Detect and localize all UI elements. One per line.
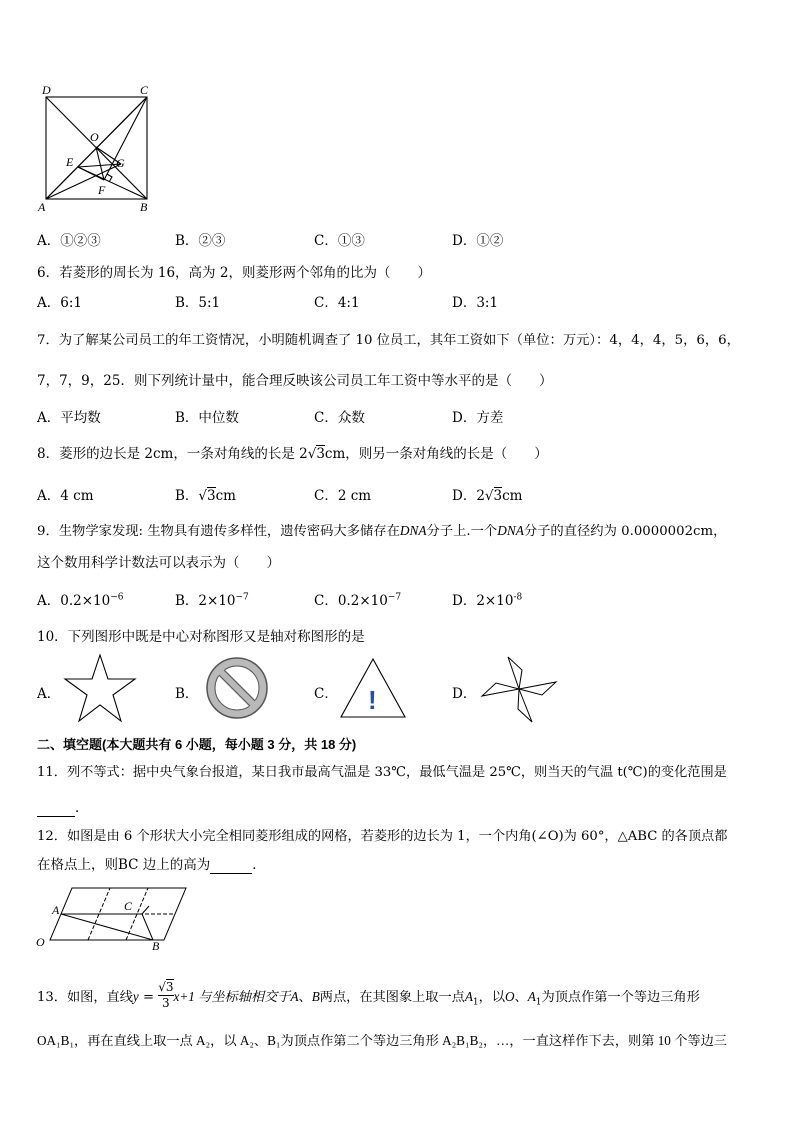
q8-option-d-label: D．2: [452, 488, 485, 504]
label-B: B: [152, 939, 160, 952]
q13-point-A: A: [290, 989, 299, 1004]
label-O: O: [90, 130, 99, 144]
q13-text-a: 13．如图，直线: [37, 990, 133, 1005]
label-G: G: [116, 156, 125, 170]
q10-option-a-label: A．: [37, 686, 61, 702]
pinwheel-icon: [478, 652, 560, 726]
q9-question-line1: [37, 520, 726, 539]
warning-triangle-icon: [338, 656, 408, 720]
q13-sub1: 1: [472, 997, 479, 1008]
rhombus-grid-diagram: [34, 876, 194, 952]
q13-point-A1: A: [464, 989, 473, 1004]
q7-question-line2: 7，7，9，25．则下列统计量中，能合理反映该公司员工年工资中等水平的是（ ）: [37, 373, 553, 389]
q9-question-line2: 这个数用科学计数法可以表示为（ ）: [37, 555, 280, 571]
label-O: O: [36, 935, 45, 949]
q11-blank: [37, 800, 75, 817]
section-2-heading: 二、填空题(本大题共有 6 小题，每小题 3 分，共 18 分): [37, 737, 357, 752]
label-A: A: [38, 200, 46, 214]
q13-point-A1b: A: [527, 989, 536, 1004]
q7-option-c: C．众数: [314, 410, 365, 426]
q5-option-a: A．①②③: [37, 233, 101, 249]
label-F: F: [98, 183, 106, 197]
q6-question: 6．若菱形的周长为 16，高为 2，则菱形两个邻角的比为（ ）: [37, 265, 431, 281]
q8-text-a: 8．菱形的边长是 2cm，一条对角线的长是 2: [37, 446, 308, 462]
q5-option-d: D．①②: [452, 233, 504, 249]
q8-option-b-unit: cm: [215, 488, 236, 504]
sqrt-icon: √: [198, 488, 208, 504]
q13-text-d: ，以: [478, 990, 506, 1005]
q13-equals: =: [138, 990, 159, 1005]
q12-period: ．: [252, 857, 266, 873]
sqrt-icon: √: [158, 980, 166, 994]
label-B: B: [140, 200, 148, 214]
q13-point-B: B: [311, 989, 320, 1004]
q7-option-d: D．方差: [452, 410, 504, 426]
label-C: C: [124, 899, 133, 913]
q8-sqrt-arg: 3: [316, 446, 325, 462]
label-D: D: [42, 84, 51, 97]
q10-option-d-label: D．: [452, 686, 477, 702]
q13-sep2: 、: [514, 990, 528, 1005]
q10-option-c-label: C．: [314, 686, 338, 702]
q11-period: ．: [75, 800, 89, 816]
q13-question-line1: [37, 982, 700, 1013]
q12-question-line1: 12．如图是由 6 个形状大小完全相同菱形组成的网格，若菱形的边长为 1，一个内角(∠O)为 60°，△ABC 的各顶点都: [37, 829, 728, 844]
q8-option-b-label: B．: [175, 488, 199, 504]
square-diagram: [36, 84, 156, 216]
star-icon: [62, 652, 138, 724]
q13-question-line2: OA₁B₁，再在直线上取一点 A₂，以 A₂、B₁为顶点作第二个等边三角形 A₂B₁B₂，…，一直这样作下去，则第 10 个等边三: [37, 1033, 727, 1048]
q8-option-d-sqrt: 3: [493, 488, 503, 504]
q13-text-e: 为顶点作第一个等边三角形: [541, 990, 700, 1005]
q9-dna-2: DNA: [497, 523, 524, 538]
q13-point-O: O: [505, 989, 515, 1004]
q6-option-b: B．5:1: [175, 295, 221, 311]
q13-var-y: y: [132, 989, 139, 1004]
q7-question-line1: 7．为了解某公司员工的年工资情况，小明随机调查了 10 位员工，其年工资如下（单位：万元）：4，4，4，5，6，6，: [37, 333, 740, 348]
q13-frac-num: 3: [165, 980, 174, 994]
q5-option-c: C．①③: [314, 233, 365, 249]
q9-text-c: 分子的直径约为 0.0000002cm，: [523, 524, 727, 539]
q13-sep: 、: [298, 990, 312, 1005]
q8-option-d-unit: cm: [502, 488, 523, 504]
q8-option-a: A．4 cm: [37, 488, 94, 504]
label-C: C: [140, 84, 149, 97]
q10-option-b-label: B．: [175, 686, 199, 702]
q13-text-c: 两点，在其图象上取一点: [319, 990, 465, 1005]
q13-sub1b: 1: [535, 997, 542, 1008]
q12-blank: [210, 857, 252, 874]
q7-option-b: B．中位数: [175, 410, 239, 426]
q13-fraction: [158, 980, 173, 1011]
q6-option-c: C．4:1: [314, 295, 360, 311]
q8-option-b: [175, 484, 236, 504]
q8-option-d: [452, 484, 523, 504]
q8-text-b: cm，则另一条对角线的长是（ ）: [324, 446, 548, 462]
q9-option-b: B．$2\times 10^{-7}$: [175, 592, 249, 609]
q9-text-a: 9．生物学家发现: 生物具有遗传多样性，遗传密码大多储存在: [37, 524, 400, 539]
label-E: E: [66, 155, 74, 169]
q10-question: 10．下列图形中既是中心对称图形又是轴对称图形的是: [37, 629, 365, 645]
sqrt-icon: √: [307, 446, 317, 462]
q9-text-b: 分子上.一个: [426, 524, 498, 539]
q8-option-c: C．2 cm: [314, 488, 372, 504]
q6-option-a: A．6:1: [37, 295, 82, 311]
q9-option-c: C．$0.2\times 10^{-7}$: [314, 592, 402, 609]
q12-text: 在格点上，则BC 边上的高为: [37, 857, 211, 873]
warning-mark: !: [368, 685, 377, 715]
q9-dna-1: DNA: [399, 523, 427, 538]
q13-frac-den: 3: [162, 996, 170, 1010]
q12-question-line2: [37, 853, 266, 874]
q5-option-b: B．②③: [175, 233, 226, 249]
q8-option-b-sqrt: 3: [207, 488, 216, 504]
sqrt-icon: √: [484, 488, 494, 504]
q9-option-d: D．$2\times 10^{-8}$: [452, 592, 523, 609]
q6-option-d: D．3:1: [452, 295, 499, 311]
prohibition-icon: [203, 654, 271, 722]
q11-question-line1: 11．列不等式：据中央气象台报道，某日我市最高气温是 33℃，最低气温是 25℃，则当天的气温 t(℃)的变化范围是: [37, 765, 727, 780]
q7-option-a: A．平均数: [37, 410, 101, 426]
q11-answer-line: [37, 796, 89, 817]
q8-question: [37, 442, 548, 462]
label-A: A: [52, 903, 60, 917]
q9-option-a: A．$0.2\times 10^{-6}$: [37, 592, 124, 609]
q13-text-b: x+1 与坐标轴相交于: [173, 989, 291, 1004]
